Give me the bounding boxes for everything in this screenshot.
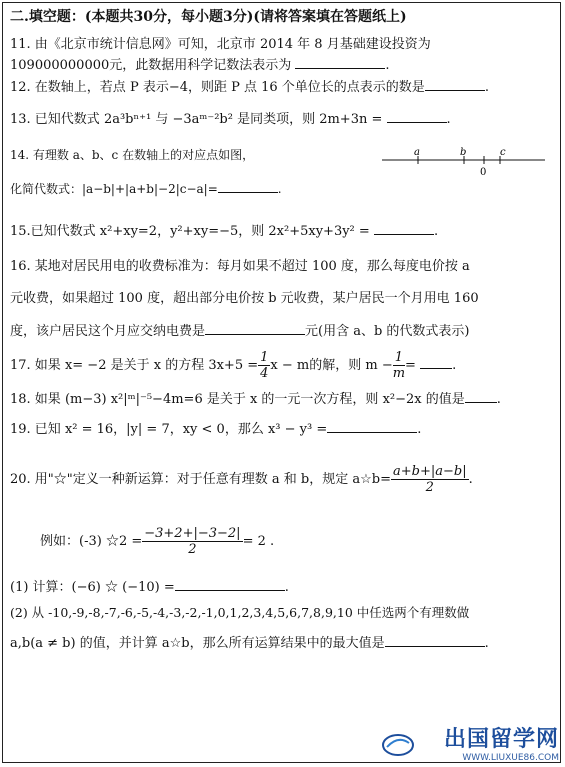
section-title: 二.填空题：(本题共30分，每小题3分)(请将答案填在答题纸上) [10,9,407,25]
q16-line2: 元收费，如果超过 100 度，超出部分电价按 b 元收费，某户居民一个月用电 160 [10,291,479,306]
part2-line2: a,b(a ≠ b) 的值，并计算 a☆b，那么所有运算结果中的最大值是 . [10,636,489,651]
q13: 13. 已知代数式 2a³bⁿ⁺¹ 与 −3aᵐ⁻²b² 是同类项，则 2m+3n = . [10,112,451,127]
answer-blank[interactable] [205,322,305,335]
answer-blank[interactable] [218,180,278,193]
answer-blank[interactable] [385,634,485,647]
fraction: $\frac{1}{4}$ [260,350,269,381]
fraction: $\frac{1}{m}$ [392,350,406,381]
q17: 17. 如果 x= −2 是关于 x 的方程 3x+5 = $\frac{1}{4}$ x − m的解，则 m − $\frac{1}{m}$ = . [10,350,457,381]
q12: 12. 在数轴上，若点 P 表示−4，则距 P 点 16 个单位长的点表示的数是 . [10,80,489,95]
q16-line1: 16. 某地对居民用电的收费标准为：每月如果不超过 100 度，那么每度电价按 a [10,259,470,274]
fraction: $\frac{-3+2+|-3-2|}{2}$ [144,526,241,557]
part1: (1) 计算：(−6) ☆ (−10) = . [10,580,289,595]
answer-blank[interactable] [175,578,285,591]
watermark-title: 出国留学网 [443,727,559,752]
q18: 18. 如果 (m−3) x²|ᵐ|⁻⁵−4m=6 是关于 x 的一元一次方程，则 x²−2x 的值是 . [10,392,501,407]
q16-line3: 度，该户居民这个月应交纳电费是 元(用含 a、b 的代数式表示) [10,324,470,339]
q14-line2: 化简代数式：|a−b|+|a+b|−2|c−a|= . [10,182,282,196]
answer-blank[interactable] [387,110,447,123]
q11-line1: 11. 由《北京市统计信息网》可知，北京市 2014 年 8 月基础建设投资为 [10,37,431,52]
label-b: b [460,147,467,158]
watermark [444,722,559,763]
answer-blank[interactable] [425,78,485,91]
label-zero: 0 [480,167,487,178]
example: 例如：(-3) ☆2 = $\frac{-3+2+|-3-2|}{2}$ = 2 . [40,526,275,557]
part2-line1: (2) 从 -10,-9,-8,-7,-6,-5,-4,-3,-2,-1,0,1,2,3,4,5,6,7,8,9,10 中任选两个有理数做 [10,605,470,620]
label-a: a [414,147,420,158]
q14-line1: 14. 有理数 a、b、c 在数轴上的对应点如图， [10,148,255,162]
fraction: $\frac{a+b+|a-b|}{2}$ [393,464,467,495]
answer-blank[interactable] [327,420,417,433]
number-line-figure [380,146,550,180]
q19: 19. 已知 x² = 16，|y| = 7，xy < 0，那么 x³ − y³ = . [10,422,422,437]
watermark-logo-icon [381,731,415,757]
q15: 15.已知代数式 x²+xy=2，y²+xy=−5，则 2x²+5xy+3y² = . [10,224,439,239]
answer-blank[interactable] [465,390,497,403]
q20: 20. 用"☆"定义一种新运算：对于任意有理数 a 和 b，规定 a☆b= $\frac{a+b+|a-b|}{2}$ . [10,464,473,495]
answer-blank[interactable] [374,222,434,235]
answer-blank[interactable] [420,356,452,369]
watermark-url: WWW.LIUXUE86.COM [462,753,559,763]
label-c: c [500,147,506,158]
q11-line2: 109000000000元，此数据用科学记数法表示为 . [10,58,390,73]
answer-blank[interactable] [295,56,385,69]
